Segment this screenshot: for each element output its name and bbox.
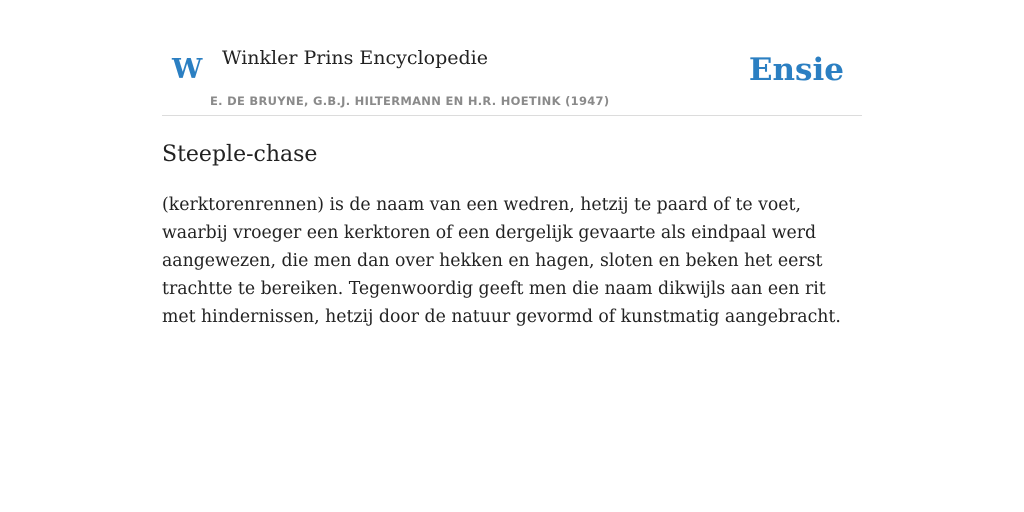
encyclopedia-header	[162, 42, 862, 116]
entry-body: (kerktorenrennen) is de naam van een wedren, hetzij te paard of te voet, waarbij vroeger een kerktoren of een dergelijk gevaarte als eindpaal werd aangewezen, die men dan over hekken en hagen, sloten en beken het eerst trachtte te bereiken. Tegenwoordig geeft men die naam dikwijls aan een rit met hindernissen, hetzij door de natuur gevormd of kunstmatig aangebracht.	[162, 195, 841, 327]
encyclopedia-title-link[interactable]: Winkler Prins Encyclopedie	[222, 47, 488, 69]
ensie-logo-link[interactable]: Ensie	[748, 52, 844, 88]
authors-line: E. DE BRUYNE, G.B.J. HILTERMANN EN H.R. HOETINK (1947)	[210, 94, 610, 108]
entry-title: Steeple-chase	[162, 142, 318, 167]
page	[162, 0, 862, 331]
encyclopedia-logo[interactable]: W	[172, 54, 203, 85]
